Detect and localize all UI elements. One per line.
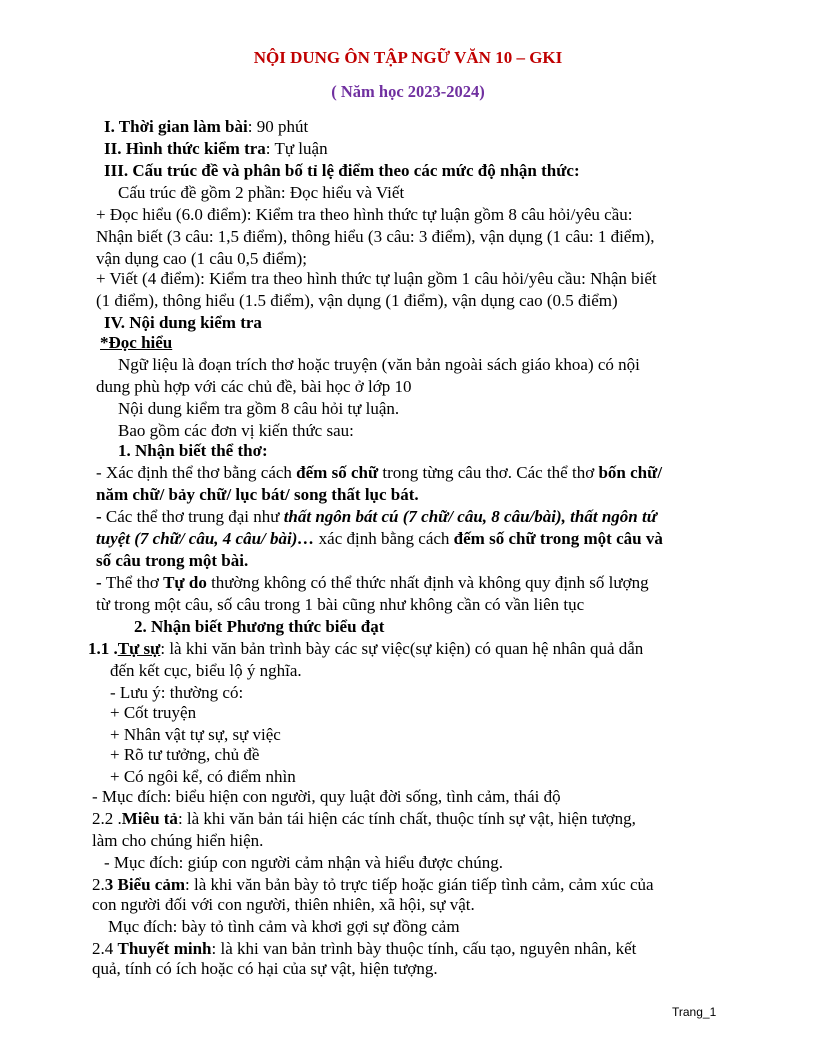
narrative-line-1: 1.1 .Tự sự: là khi văn bản trình bày các sự việc(sự kiện) có quan hệ nhân quả dẫn (88, 639, 644, 658)
document-title: NỘI DUNG ÔN TẬP NGỮ VĂN 10 – GKI (253, 48, 563, 67)
poem-form-heading: 1. Nhận biết thể thơ: (118, 441, 268, 460)
description-line-1: 2.2 .Miêu tả: là khi văn bản tái hiện các tính chất, thuộc tính sự vật, hiện tượng, (92, 809, 636, 828)
exam-format: II. Hình thức kiểm tra: Tự luận (104, 139, 328, 158)
reading-material-line-1: Ngữ liệu là đoạn trích thơ hoặc truyện (văn bản ngoài sách giáo khoa) có nội (118, 355, 640, 374)
reading-score-line-3: vận dụng cao (1 câu 0,5 điểm); (96, 249, 308, 268)
page-number: Trang_1 (672, 1005, 717, 1019)
writing-score-line-2: (1 điểm), thông hiểu (1.5 điểm), vận dụng (1 điểm), vận dụng cao (0.5 điểm) (96, 291, 618, 310)
medieval-forms-line-3: số câu trong một bài. (96, 551, 249, 570)
medieval-forms-line-2: tuyệt (7 chữ/ câu, 4 câu/ bài)… xác định bằng cách đếm số chữ trong một câu và (96, 529, 663, 548)
exposition-line-2: quả, tính có ích hoặc có hại của sự vật, hiện tượng. (92, 959, 438, 978)
poem-form-line-2: năm chữ/ bảy chữ/ lục bát/ song thất lục bát. (96, 485, 419, 504)
narrative-item: + Có ngôi kể, có điểm nhìn (110, 767, 296, 786)
knowledge-units: Bao gồm các đơn vị kiến thức sau: (118, 421, 354, 440)
exam-duration: I. Thời gian làm bài: 90 phút (104, 117, 309, 136)
question-count: Nội dung kiểm tra gồm 8 câu hỏi tự luận. (118, 399, 400, 418)
medieval-forms-line-1: - Các thể thơ trung đại như thất ngôn bát cú (7 chữ/ câu, 8 câu/bài), thất ngôn tứ (96, 507, 657, 526)
structure-heading: III. Cấu trúc đề và phân bố tỉ lệ điểm theo các mức độ nhận thức: (104, 161, 580, 180)
exposition-line-1: 2.4 Thuyết minh: là khi van bản trình bày thuộc tính, cấu tạo, nguyên nhân, kết (92, 939, 637, 958)
writing-score-line-1: + Viết (4 điểm): Kiểm tra theo hình thức tự luận gồm 1 câu hỏi/yêu cầu: Nhận biết (96, 269, 657, 288)
expression-mode-heading: 2. Nhận biết Phương thức biểu đạt (134, 617, 385, 636)
narrative-item: + Nhân vật tự sự, sự việc (110, 725, 281, 744)
narrative-item: + Rõ tư tưởng, chủ đề (110, 745, 260, 764)
structure-intro: Cấu trúc đề gồm 2 phần: Đọc hiểu và Viết (118, 183, 405, 202)
free-verse-line-2: từ trong một câu, số câu trong 1 bài cũng như không cần có vần liên tục (96, 595, 585, 614)
reading-material-line-2: dung phù hợp với các chủ đề, bài học ở lớp 10 (96, 377, 412, 396)
free-verse-line-1: - Thể thơ Tự do thường không có thể thức nhất định và không quy định số lượng (96, 573, 649, 592)
expressive-line-1: 2.3 Biểu cảm: là khi văn bản bày tỏ trực tiếp hoặc gián tiếp tình cảm, cảm xúc của (92, 875, 654, 894)
reading-score-line-1: + Đọc hiểu (6.0 điểm): Kiểm tra theo hình thức tự luận gồm 8 câu hỏi/yêu cầu: (96, 205, 633, 224)
narrative-item: + Cốt truyện (110, 703, 197, 722)
description-purpose: - Mục đích: giúp con người cảm nhận và hiểu được chúng. (104, 853, 503, 872)
narrative-purpose: - Mục đích: biểu hiện con người, quy luật đời sống, tình cảm, thái độ (92, 787, 561, 806)
expressive-line-2: con người đối với con người, thiên nhiên, xã hội, sự vật. (92, 895, 475, 914)
school-year-subtitle: ( Năm học 2023-2024) (331, 82, 485, 101)
narrative-note: - Lưu ý: thường có: (110, 683, 244, 702)
narrative-line-2: đến kết cục, biểu lộ ý nghĩa. (110, 661, 302, 680)
reading-heading: *Đọc hiểu (100, 333, 173, 352)
description-line-2: làm cho chúng hiển hiện. (92, 831, 264, 850)
expressive-purpose: Mục đích: bày tỏ tình cảm và khơi gợi sự đồng cảm (108, 917, 460, 936)
content-heading: IV. Nội dung kiểm tra (104, 313, 262, 332)
poem-form-line-1: - Xác định thể thơ bằng cách đếm số chữ trong từng câu thơ. Các thể thơ bốn chữ/ (96, 463, 663, 482)
reading-score-line-2: Nhận biết (3 câu: 1,5 điểm), thông hiểu (3 câu: 3 điểm), vận dụng (1 câu: 1 điểm), (96, 227, 655, 246)
